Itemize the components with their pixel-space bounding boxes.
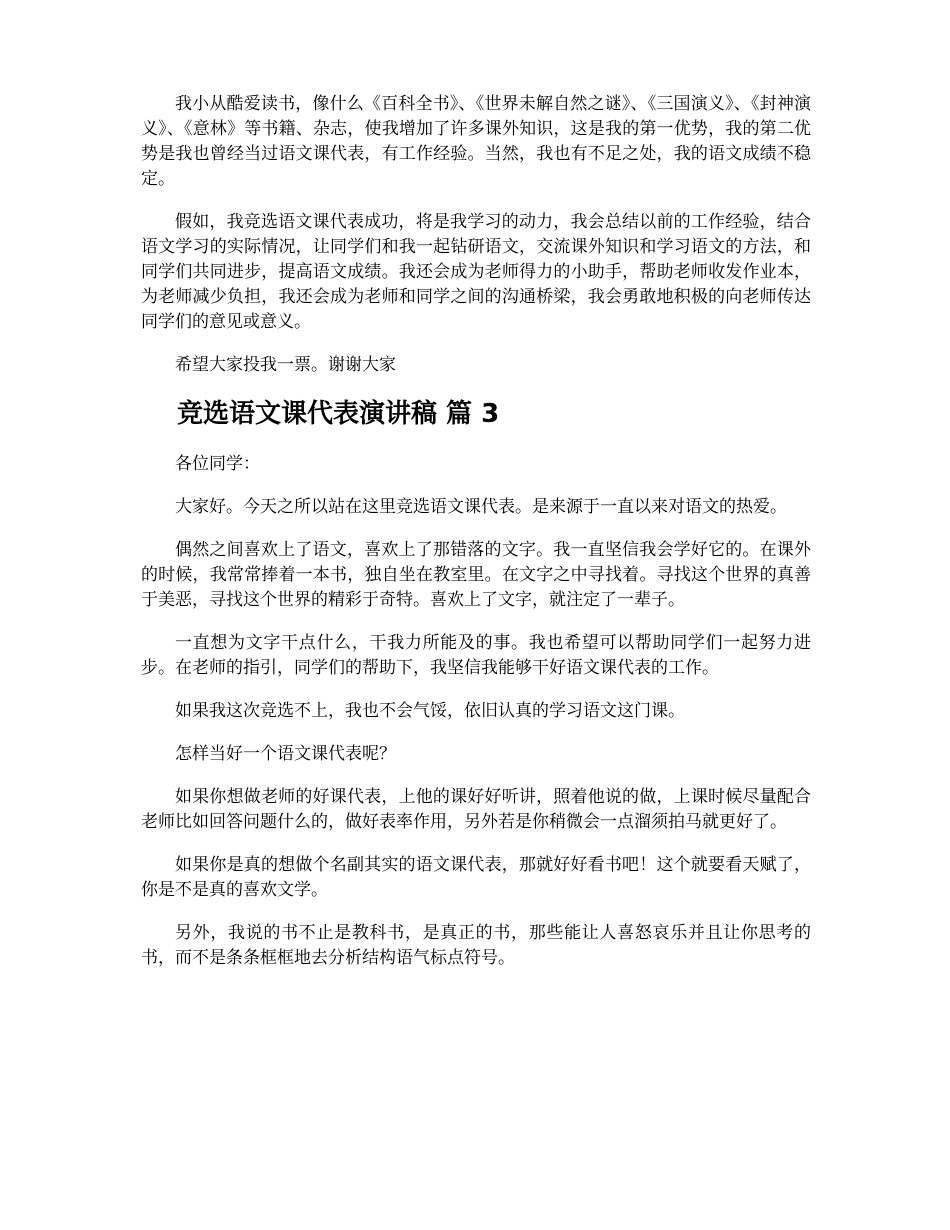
paragraph-good-rep-advice: 如果你想做老师的好课代表，上他的课好好听讲，照着他说的做，上课时候尽量配合老师比如回答问题什么的，做好表率作用，另外若是你稍微会一点溜须拍马就更好了。 <box>141 787 811 832</box>
paragraph-intro: 大家好。今天之所以站在这里竞选语文课代表。是来源于一直以来对语文的热爱。 <box>175 497 787 517</box>
paragraph-greeting: 各位同学： <box>175 454 260 474</box>
section-heading: 竞选语文课代表演讲稿 篇 3 <box>177 399 500 429</box>
paragraph-if-not-elected: 如果我这次竞选不上，我也不会气馁，依旧认真的学习语文这门课。 <box>175 701 685 721</box>
paragraph-vote-request: 希望大家投我一票。谢谢大家 <box>175 355 396 375</box>
paragraph-reading-strengths: 我小从酷爱读书，像什么《百科全书》、《世界未解自然之谜》、《三国演义》、《封神演义》、《意林》等书籍、杂志，使我增加了许多课外知识，这是我的第一优势，我的第二优势是我也曾经当过语文课代表，有工作经验。当然，我也有不足之处，我的语文成绩不稳定。 <box>141 94 811 189</box>
paragraph-read-books: 如果你是真的想做个名副其实的语文课代表，那就好好看书吧！这个就要看天赋了，你是不是真的喜欢文学。 <box>141 855 811 900</box>
paragraph-plans: 假如，我竞选语文课代表成功，将是我学习的动力，我会总结以前的工作经验，结合语文学习的实际情况，让同学们和我一起钻研语文，交流课外知识和学习语文的方法，和同学们共同进步，提高语文成绩。我还会成为老师得力的小助手，帮助老师收发作业本，为老师减少负担，我还会成为老师和同学之间的沟通桥梁，我会勇敢地积极的向老师传达同学们的意见或意义。 <box>141 212 811 332</box>
paragraph-love-of-writing: 偶然之间喜欢上了语文，喜欢上了那错落的文字。我一直坚信我会学好它的。在课外的时候，我常常捧着一本书，独自坐在教室里。在文字之中寻找着。寻找这个世界的真善于美恶，寻找这个世界的精彩于奇特。喜欢上了文字，就注定了一辈子。 <box>141 540 811 610</box>
paragraph-real-books: 另外，我说的书不止是教科书，是真正的书，那些能让人喜怒哀乐并且让你思考的书，而不是条条框框地去分析结构语气标点符号。 <box>141 923 811 968</box>
paragraph-question: 怎样当好一个语文课代表呢？ <box>175 744 396 764</box>
document-body <box>141 92 811 989</box>
paragraph-desire-to-help: 一直想为文字干点什么，干我力所能及的事。我也希望可以帮助同学们一起努力进步。在老师的指引，同学们的帮助下，我坚信我能够干好语文课代表的工作。 <box>141 633 811 678</box>
